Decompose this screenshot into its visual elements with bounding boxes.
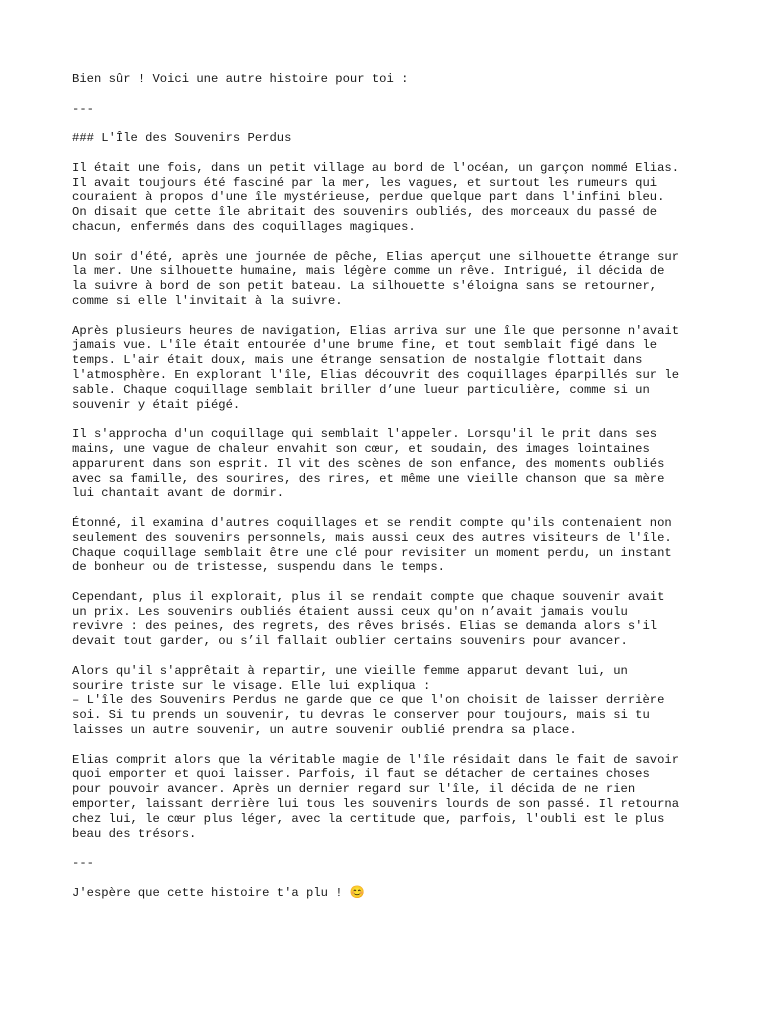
paragraph-line: apparurent dans son esprit. Il vit des scènes de son enfance, des moments oubliés <box>72 456 665 471</box>
story-paragraph <box>72 590 702 649</box>
story-paragraph <box>72 427 702 501</box>
story-heading: ### L'Île des Souvenirs Perdus <box>72 131 292 146</box>
paragraph-line: mains, une vague de chaleur envahit son cœur, et soudain, des images lointaines <box>72 441 650 456</box>
paragraph-line: avec sa famille, des sourires, des rires, et même une vieille chanson que sa mère <box>72 471 665 486</box>
story-paragraph <box>72 516 702 575</box>
story-body <box>72 161 702 842</box>
intro-line: Bien sûr ! Voici une autre histoire pour toi : <box>72 72 409 86</box>
paragraph-line: la suivre à bord de son petit bateau. La silhouette s'éloigna sans se retourner, <box>72 279 658 294</box>
separator-bottom: --- <box>72 856 94 871</box>
paragraph-line: Après plusieurs heures de navigation, Elias arriva sur une île que personne n'avait <box>72 323 680 338</box>
story-paragraph <box>72 161 702 235</box>
paragraph-line: seulement des souvenirs personnels, mais aussi ceux des autres visiteurs de l'île. <box>72 530 672 545</box>
paragraph-line: laisses un autre souvenir, un autre souvenir oublié prendra sa place. <box>72 723 577 738</box>
paragraph-line: sable. Chaque coquillage semblait briller d’une lueur particulière, comme si un <box>72 382 650 397</box>
paragraph-line: – L'île des Souvenirs Perdus ne garde que ce que l'on choisit de laisser derrière <box>72 693 665 708</box>
paragraph-line: sourire triste sur le visage. Elle lui expliqua : <box>72 678 431 693</box>
paragraph-line: de bonheur ou de tristesse, suspendu dans le temps. <box>72 560 445 575</box>
story-paragraph <box>72 250 702 309</box>
paragraph-line: Il s'approcha d'un coquillage qui semblait l'appeler. Lorsqu'il le prit dans ses <box>72 427 658 442</box>
paragraph-line: souvenir y était piégé. <box>72 397 241 412</box>
paragraph-line: jamais vue. L'île était entourée d'une brume fine, et tout semblait figé dans le <box>72 338 658 353</box>
paragraph-line: revivre : des peines, des regrets, des rêves brisés. Elias se demanda alors s'il <box>72 619 658 634</box>
paragraph-line: devait tout garder, ou s’il fallait oublier certains souvenirs pour avancer. <box>72 634 628 649</box>
closing-line: J'espère que cette histoire t'a plu ! 😊 <box>72 885 366 900</box>
paragraph-line: soi. Si tu prends un souvenir, tu devras le conserver pour toujours, mais si tu <box>72 708 650 723</box>
paragraph-line: temps. L'air était doux, mais une étrange sensation de nostalgie flottait dans <box>72 353 643 368</box>
document-page <box>72 72 702 915</box>
paragraph-line: Il avait toujours été fasciné par la mer, les vagues, et surtout les rumeurs qui <box>72 175 658 190</box>
paragraph-line: chacun, enfermés dans des coquillages magiques. <box>72 219 416 234</box>
story-paragraph <box>72 324 702 413</box>
story-paragraph <box>72 664 702 738</box>
paragraph-line: chez lui, le cœur plus léger, avec la certitude que, parfois, l'oubli est le plus <box>72 811 665 826</box>
story-paragraph <box>72 753 702 842</box>
paragraph-line: Elias comprit alors que la véritable magie de l'île résidait dans le fait de savoir <box>72 752 680 767</box>
paragraph-line: Alors qu'il s'apprêtait à repartir, une vieille femme apparut devant lui, un <box>72 663 628 678</box>
paragraph-line: beau des trésors. <box>72 826 197 841</box>
separator-top: --- <box>72 101 94 116</box>
paragraph-line: Chaque coquillage semblait être une clé pour revisiter un moment perdu, un instant <box>72 545 672 560</box>
paragraph-line: Cependant, plus il explorait, plus il se rendait compte que chaque souvenir avait <box>72 589 665 604</box>
paragraph-line: Il était une fois, dans un petit village au bord de l'océan, un garçon nommé Elias. <box>72 160 680 175</box>
paragraph-line: comme si elle l'invitait à la suivre. <box>72 293 343 308</box>
paragraph-line: pour pouvoir avancer. Après un dernier regard sur l'île, il décida de ne rien <box>72 782 636 797</box>
paragraph-line: On disait que cette île abritait des souvenirs oubliés, des morceaux du passé de <box>72 205 658 220</box>
paragraph-line: couraient à propos d'une île mystérieuse, perdue quelque part dans l'infini bleu. <box>72 190 665 205</box>
paragraph-line: emporter, laissant derrière lui tous les souvenirs lourds de son passé. Il retourna <box>72 797 680 812</box>
paragraph-line: l'atmosphère. En explorant l'île, Elias découvrit des coquillages éparpillés sur le <box>72 367 680 382</box>
paragraph-line: Étonné, il examina d'autres coquillages et se rendit compte qu'ils contenaient non <box>72 515 672 530</box>
paragraph-line: Un soir d'été, après une journée de pêche, Elias aperçut une silhouette étrange sur <box>72 249 680 264</box>
paragraph-line: la mer. Une silhouette humaine, mais légère comme un rêve. Intrigué, il décida de <box>72 264 665 279</box>
paragraph-line: lui chantait avant de dormir. <box>72 486 285 501</box>
paragraph-line: quoi emporter et quoi laisser. Parfois, il faut se détacher de certaines choses <box>72 767 650 782</box>
paragraph-line: un prix. Les souvenirs oubliés étaient aussi ceux qu'on n’avait jamais voulu <box>72 604 628 619</box>
